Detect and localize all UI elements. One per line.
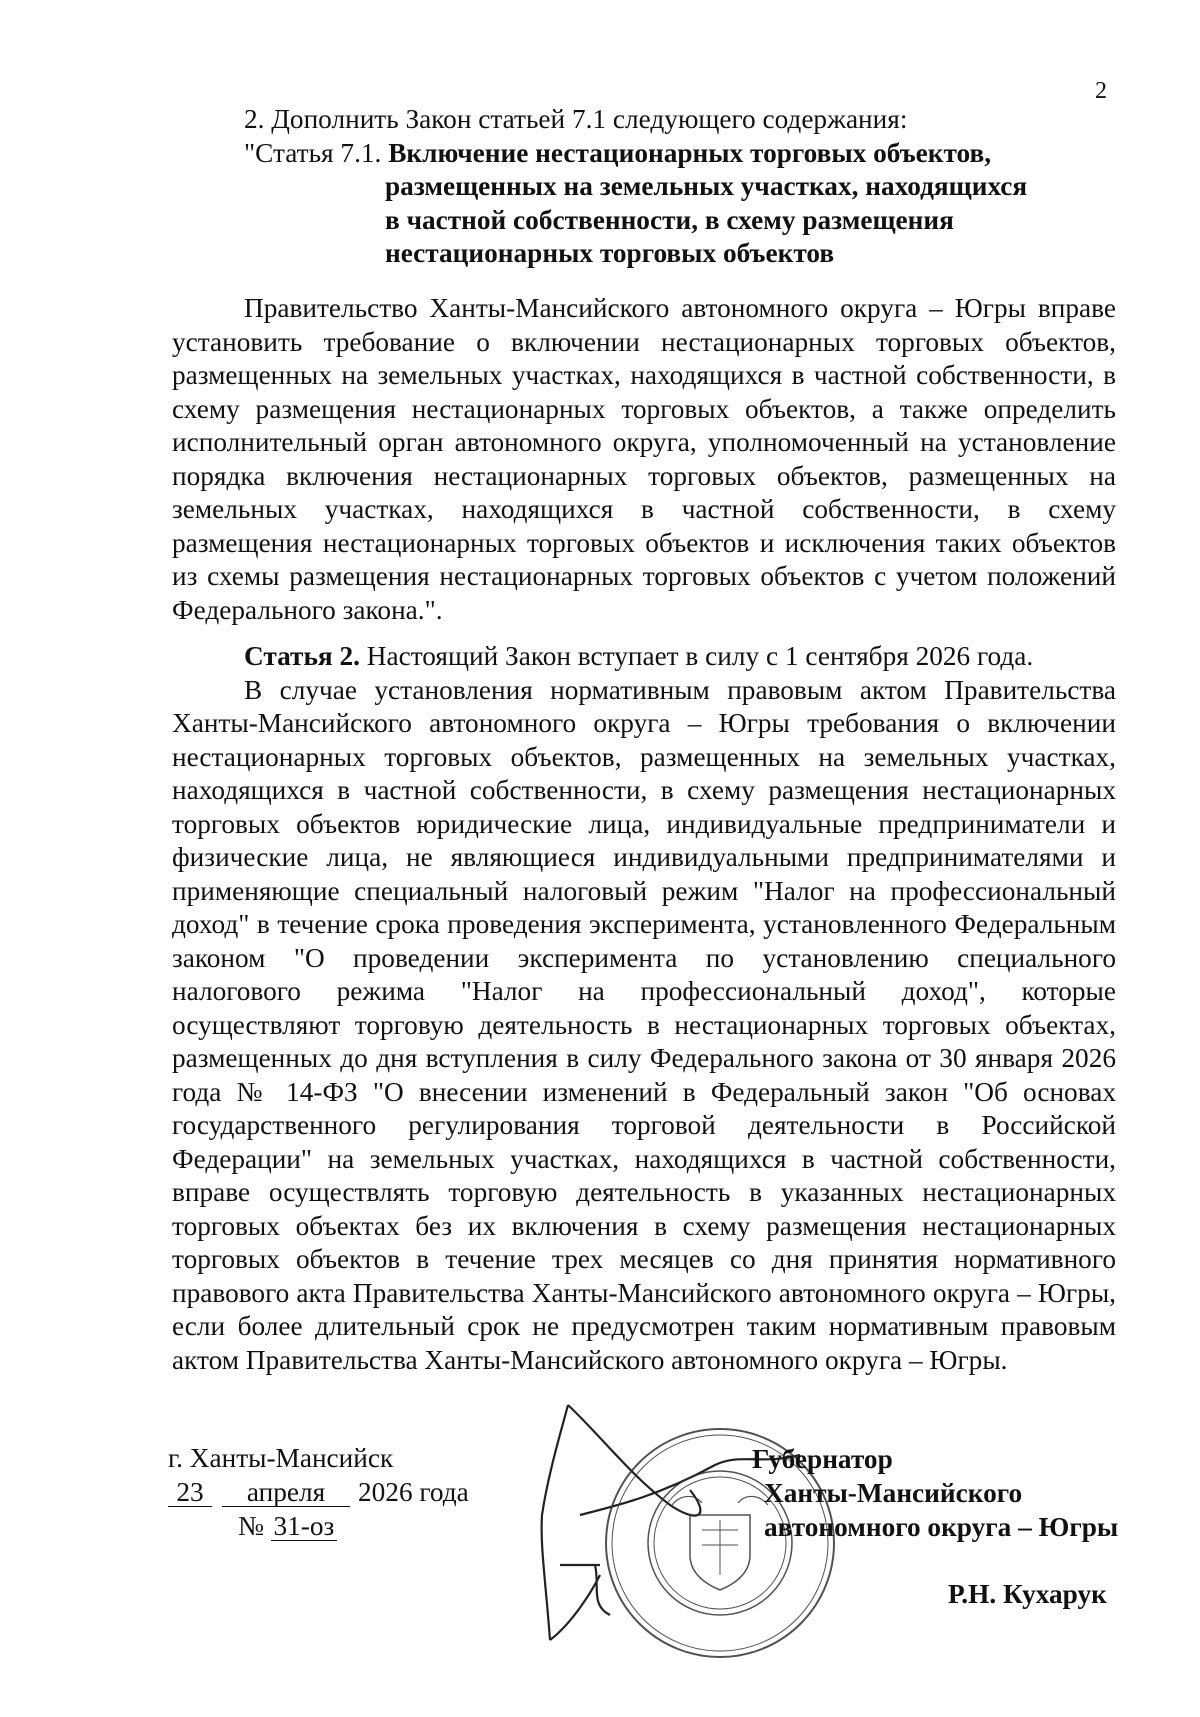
law-number <box>238 1509 337 1543</box>
governor-title <box>752 1442 1118 1544</box>
law-number-prefix: № <box>238 1511 271 1541</box>
article-7-1-title-line: Включение нестационарных торговых объектов, <box>388 138 992 168</box>
article-title-line: размещенных на земельных участках, находящихся <box>385 171 1028 201</box>
article-2-first-line <box>172 640 1116 674</box>
article-7-1-title-continued <box>385 170 1027 271</box>
governor-name: Р.Н. Кухарук <box>948 1579 1107 1609</box>
article-7-1-label: "Статья 7.1. <box>244 138 389 168</box>
article-7-1-heading <box>244 137 991 171</box>
law-number-value: 31-оз <box>271 1512 337 1541</box>
date-day: 23 <box>168 1478 212 1507</box>
page-number: 2 <box>1095 78 1107 104</box>
article-2-text: Настоящий Закон вступает в силу с 1 сентября 2026 года. <box>359 641 1034 671</box>
article-2-paragraph: В случае установления нормативным правовым актом Правительства Ханты-Мансийского автономного округа – Югры требования о включении нестационарных торговых объектов, размещенных на земельных участках, находящихся в частной собственности, в схему размещения нестационарных торговых объектов юридические лица, индивидуальные предприниматели и физические лица, не являющиеся индивидуальными предпринимателями и применяющие специальный налоговый режим "Налог на профессиональный доход" в течение срока проведения эксперимента, установленного Федеральным законом "О проведении эксперимента по установлению специального налогового режима "Налог на профессиональный доход", которые осуществляют торговую деятельность в нестационарных торговых объектах, размещенных до дня вступления в силу Федерального закона от 30 января 2026 года № 14-ФЗ "О внесении изменений в Федеральный закон "Об основах государственного регулирования торговой деятельности в Российской Федерации" на земельных участках, находящихся в частной собственности, вправе осуществлять торговую деятельность в указанных нестационарных торговых объектах без их включения в схему размещения нестационарных торговых объектов в течение трех месяцев со дня принятия нормативного правового акта Правительства Ханты-Мансийского автономного округа – Югры, если более длительный срок не предусмотрен таким нормативным правовым актом Правительства Ханты-Мансийского автономного округа – Югры. <box>172 674 1116 1375</box>
article-7-1-body <box>172 292 1116 627</box>
governor-title-line: автономного округа – Югры <box>764 1512 1119 1542</box>
governor-title-line: Ханты-Мансийского <box>764 1478 1023 1508</box>
signing-date <box>168 1475 469 1509</box>
place-of-signing: г. Ханты-Мансийск <box>168 1443 394 1473</box>
article-2-label: Статья 2. <box>244 641 360 671</box>
article-7-1-paragraph: Правительство Ханты-Мансийского автономного округа – Югры вправе установить требование о включении нестационарных торговых объектов, размещенных на земельных участках, находящихся в частной собственности, в схему размещения нестационарных торговых объектов, а также определить исполнительный орган автономного округа, уполномоченный на установление порядка включения нестационарных торговых объектов, размещенных на земельных участках, находящихся в частной собственности, в схему размещения нестационарных торговых объектов и исключения таких объектов из схемы размещения нестационарных торговых объектов с учетом положений Федерального закона.". <box>172 293 1116 625</box>
governor-title-line: Губернатор <box>752 1444 893 1474</box>
date-year: 2026 года <box>358 1477 469 1507</box>
amendment-intro: 2. Дополнить Закон статьей 7.1 следующего содержания: <box>244 104 908 134</box>
date-month: апреля <box>222 1478 350 1507</box>
article-2-section <box>172 640 1116 1377</box>
article-title-line: в частной собственности, в схему размещения <box>385 204 954 235</box>
article-title-line: нестационарных торговых объектов <box>385 238 835 268</box>
